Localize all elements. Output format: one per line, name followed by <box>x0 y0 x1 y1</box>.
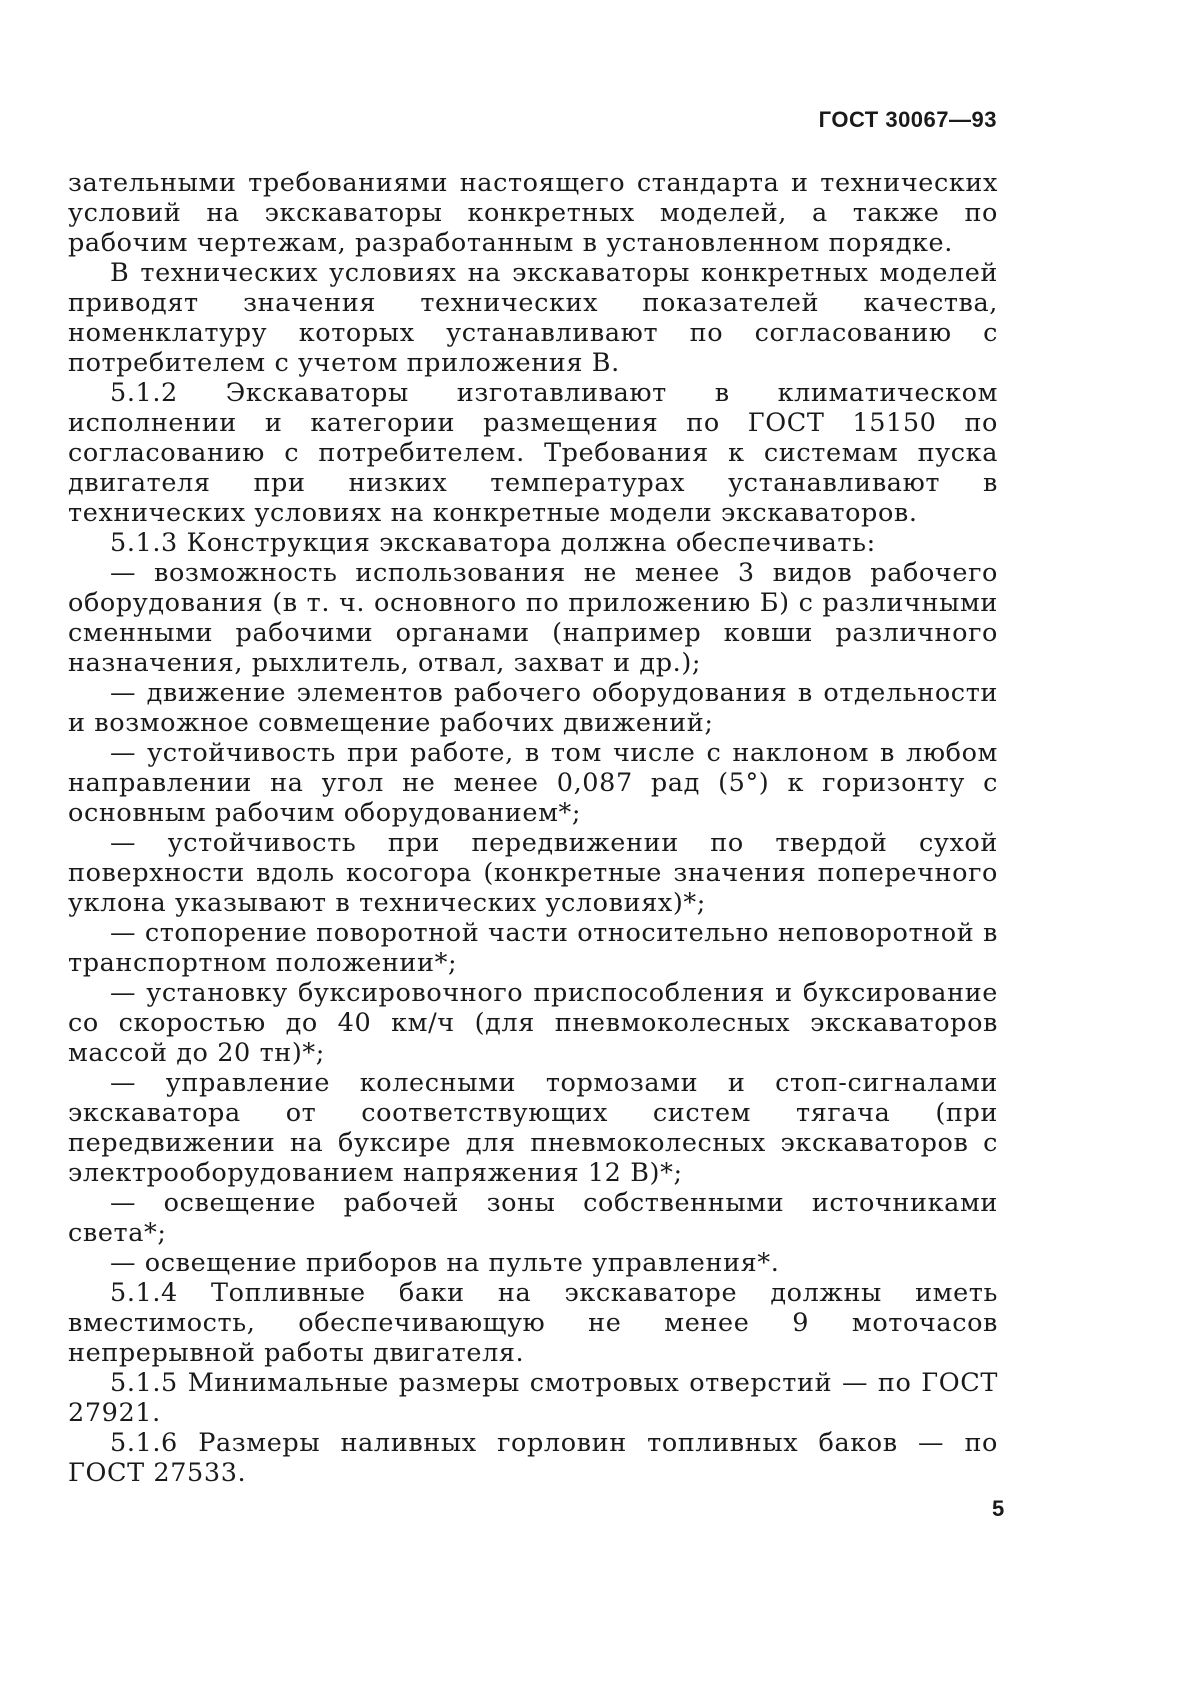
paragraph-tech-conditions: В технических условиях на экскаваторы конкретных моделей приводят значения технических показателей качества, номенклатуру которых устанавливают по согласованию с потребителем с учетом приложения В. <box>68 258 998 378</box>
list-item-movement: — движение элементов рабочего оборудования в отдельности и возможное совмещение рабочих движений; <box>68 678 998 738</box>
clause-5-1-2: 5.1.2 Экскаваторы изготавливают в климатическом исполнении и категории размещения по ГОСТ 15150 по согласованию с потребителем. Требования к системам пуска двигателя при низких температурах устанавливают в технических условиях на конкретные модели экскаваторов. <box>68 378 998 528</box>
document-header-standard: ГОСТ 30067—93 <box>818 107 997 132</box>
document-body <box>68 168 998 1488</box>
clause-5-1-4: 5.1.4 Топливные баки на экскаваторе должны иметь вместимость, обеспечивающую не менее 9 моточасов непрерывной работы двигателя. <box>68 1278 998 1368</box>
list-item-towing: — установку буксировочного приспособления и буксирование со скоростью до 40 км/ч (для пневмоколесных экскаваторов массой до 20 тн)*; <box>68 978 998 1068</box>
list-item-stability-work: — устойчивость при работе, в том числе с наклоном в любом направлении на угол не менее 0,087 рад (5°) к горизонту с основным рабочим оборудованием*; <box>68 738 998 828</box>
paragraph-continuation: зательными требованиями настоящего стандарта и технических условий на экскаваторы конкретных моделей, а также по рабочим чертежам, разработанным в установленном порядке. <box>68 168 998 258</box>
list-item-stability-travel: — устойчивость при передвижении по твердой сухой поверхности вдоль косогора (конкретные значения поперечного уклона указывают в технических условиях)*; <box>68 828 998 918</box>
list-item-brakes: — управление колесными тормозами и стоп-сигналами экскаватора от соответствующих систем тягача (при передвижении на буксире для пневмоколесных экскаваторов с электрооборудованием напряжения 12 В)*; <box>68 1068 998 1188</box>
page-number: 5 <box>992 1496 1005 1521</box>
clause-5-1-3: 5.1.3 Конструкция экскаватора должна обеспечивать: <box>110 528 876 558</box>
list-item-equipment: — возможность использования не менее 3 видов рабочего оборудования (в т. ч. основного по приложению Б) с различными сменными рабочими органами (например ковши различного назначения, рыхлитель, отвал, захват и др.); <box>68 558 998 678</box>
list-item-panel-lighting: — освещение приборов на пульте управления*. <box>110 1248 780 1278</box>
clause-5-1-6: 5.1.6 Размеры наливных горловин топливных баков — по ГОСТ 27533. <box>68 1428 998 1488</box>
list-item-locking: — стопорение поворотной части относительно неповоротной в транспортном положении*; <box>68 918 998 978</box>
list-item-work-lighting: — освещение рабочей зоны собственными источниками света*; <box>68 1188 998 1248</box>
clause-5-1-5: 5.1.5 Минимальные размеры смотровых отверстий — по ГОСТ 27921. <box>68 1368 998 1428</box>
